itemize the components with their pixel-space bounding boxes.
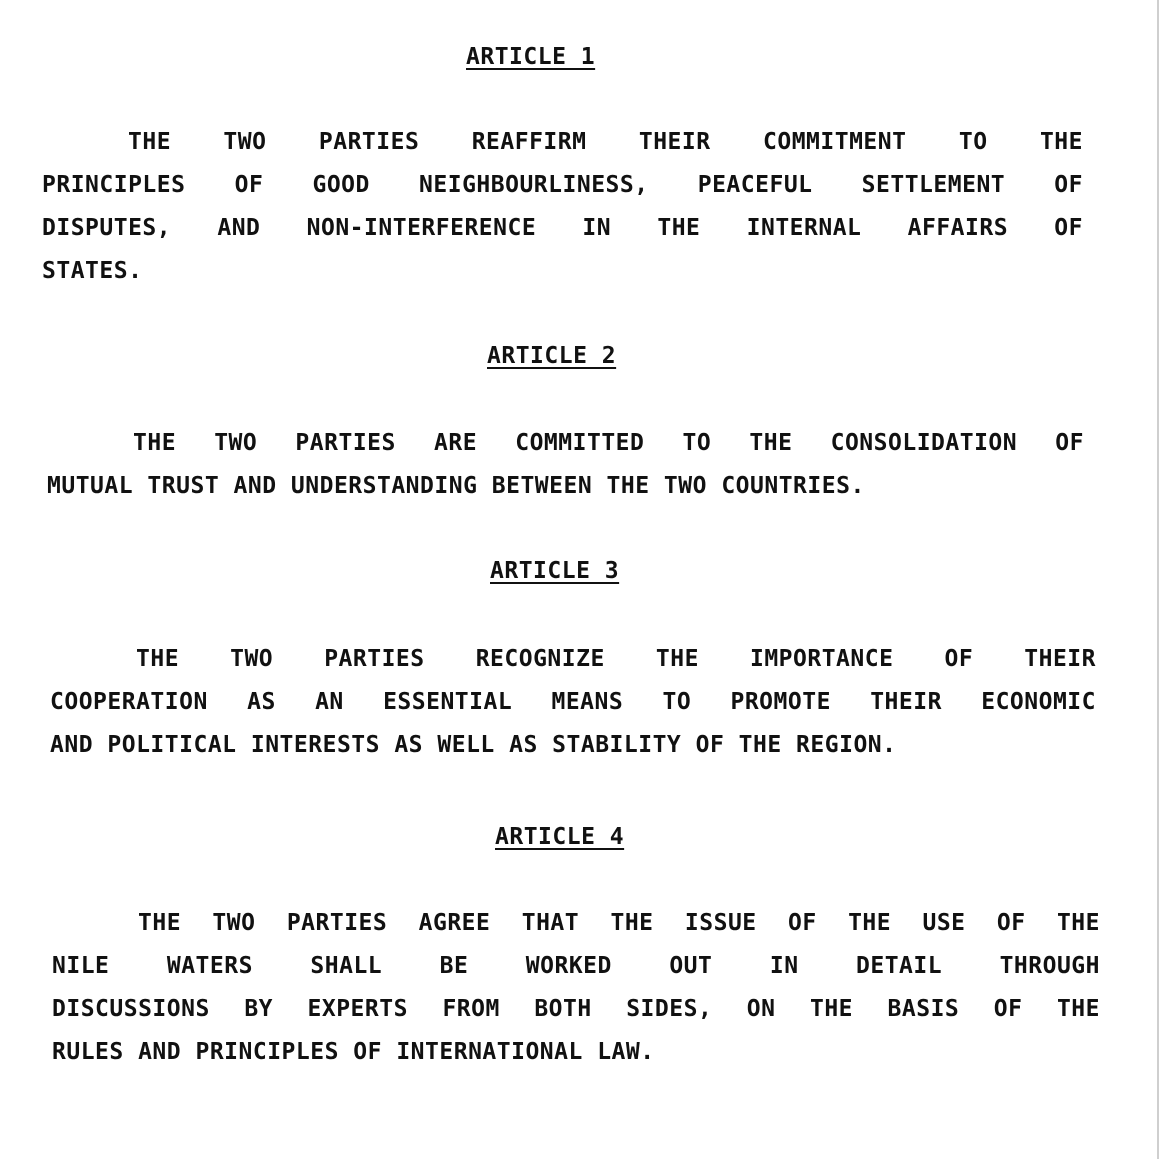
article-1-line-4: STATES. xyxy=(42,258,143,284)
article-2-body xyxy=(47,422,1084,508)
article-3-body xyxy=(50,638,1096,767)
article-1-line-1: THE TWO PARTIES REAFFIRM THEIR COMMITMENT TO THE xyxy=(128,129,1083,155)
article-4-line-4: RULES AND PRINCIPLES OF INTERNATIONAL LAW. xyxy=(52,1039,655,1065)
article-1-line-2: PRINCIPLES OF GOOD NEIGHBOURLINESS, PEACEFUL SETTLEMENT OF xyxy=(42,172,1083,198)
article-4-line-3: DISCUSSIONS BY EXPERTS FROM BOTH SIDES, ON THE BASIS OF THE xyxy=(52,996,1100,1022)
page-edge xyxy=(1157,0,1159,1159)
article-3-heading: ARTICLE 3 xyxy=(490,558,620,584)
article-1-body xyxy=(42,121,1083,293)
article-4-heading: ARTICLE 4 xyxy=(495,824,625,850)
article-1-line-3: DISPUTES, AND NON-INTERFERENCE IN THE INTERNAL AFFAIRS OF xyxy=(42,215,1083,241)
article-3-line-2: COOPERATION AS AN ESSENTIAL MEANS TO PROMOTE THEIR ECONOMIC xyxy=(50,689,1096,715)
article-3-line-1: THE TWO PARTIES RECOGNIZE THE IMPORTANCE OF THEIR xyxy=(136,646,1096,672)
article-4-body xyxy=(52,902,1100,1074)
article-3-line-3: AND POLITICAL INTERESTS AS WELL AS STABILITY OF THE REGION. xyxy=(50,732,897,758)
article-2-line-2: MUTUAL TRUST AND UNDERSTANDING BETWEEN THE TWO COUNTRIES. xyxy=(47,473,865,499)
article-4-line-2: NILE WATERS SHALL BE WORKED OUT IN DETAIL THROUGH xyxy=(52,953,1100,979)
article-2-line-1: THE TWO PARTIES ARE COMMITTED TO THE CONSOLIDATION OF xyxy=(133,430,1084,456)
article-1-heading: ARTICLE 1 xyxy=(466,44,596,70)
article-4-line-1: THE TWO PARTIES AGREE THAT THE ISSUE OF THE USE OF THE xyxy=(138,910,1100,936)
article-2-heading: ARTICLE 2 xyxy=(487,343,617,369)
